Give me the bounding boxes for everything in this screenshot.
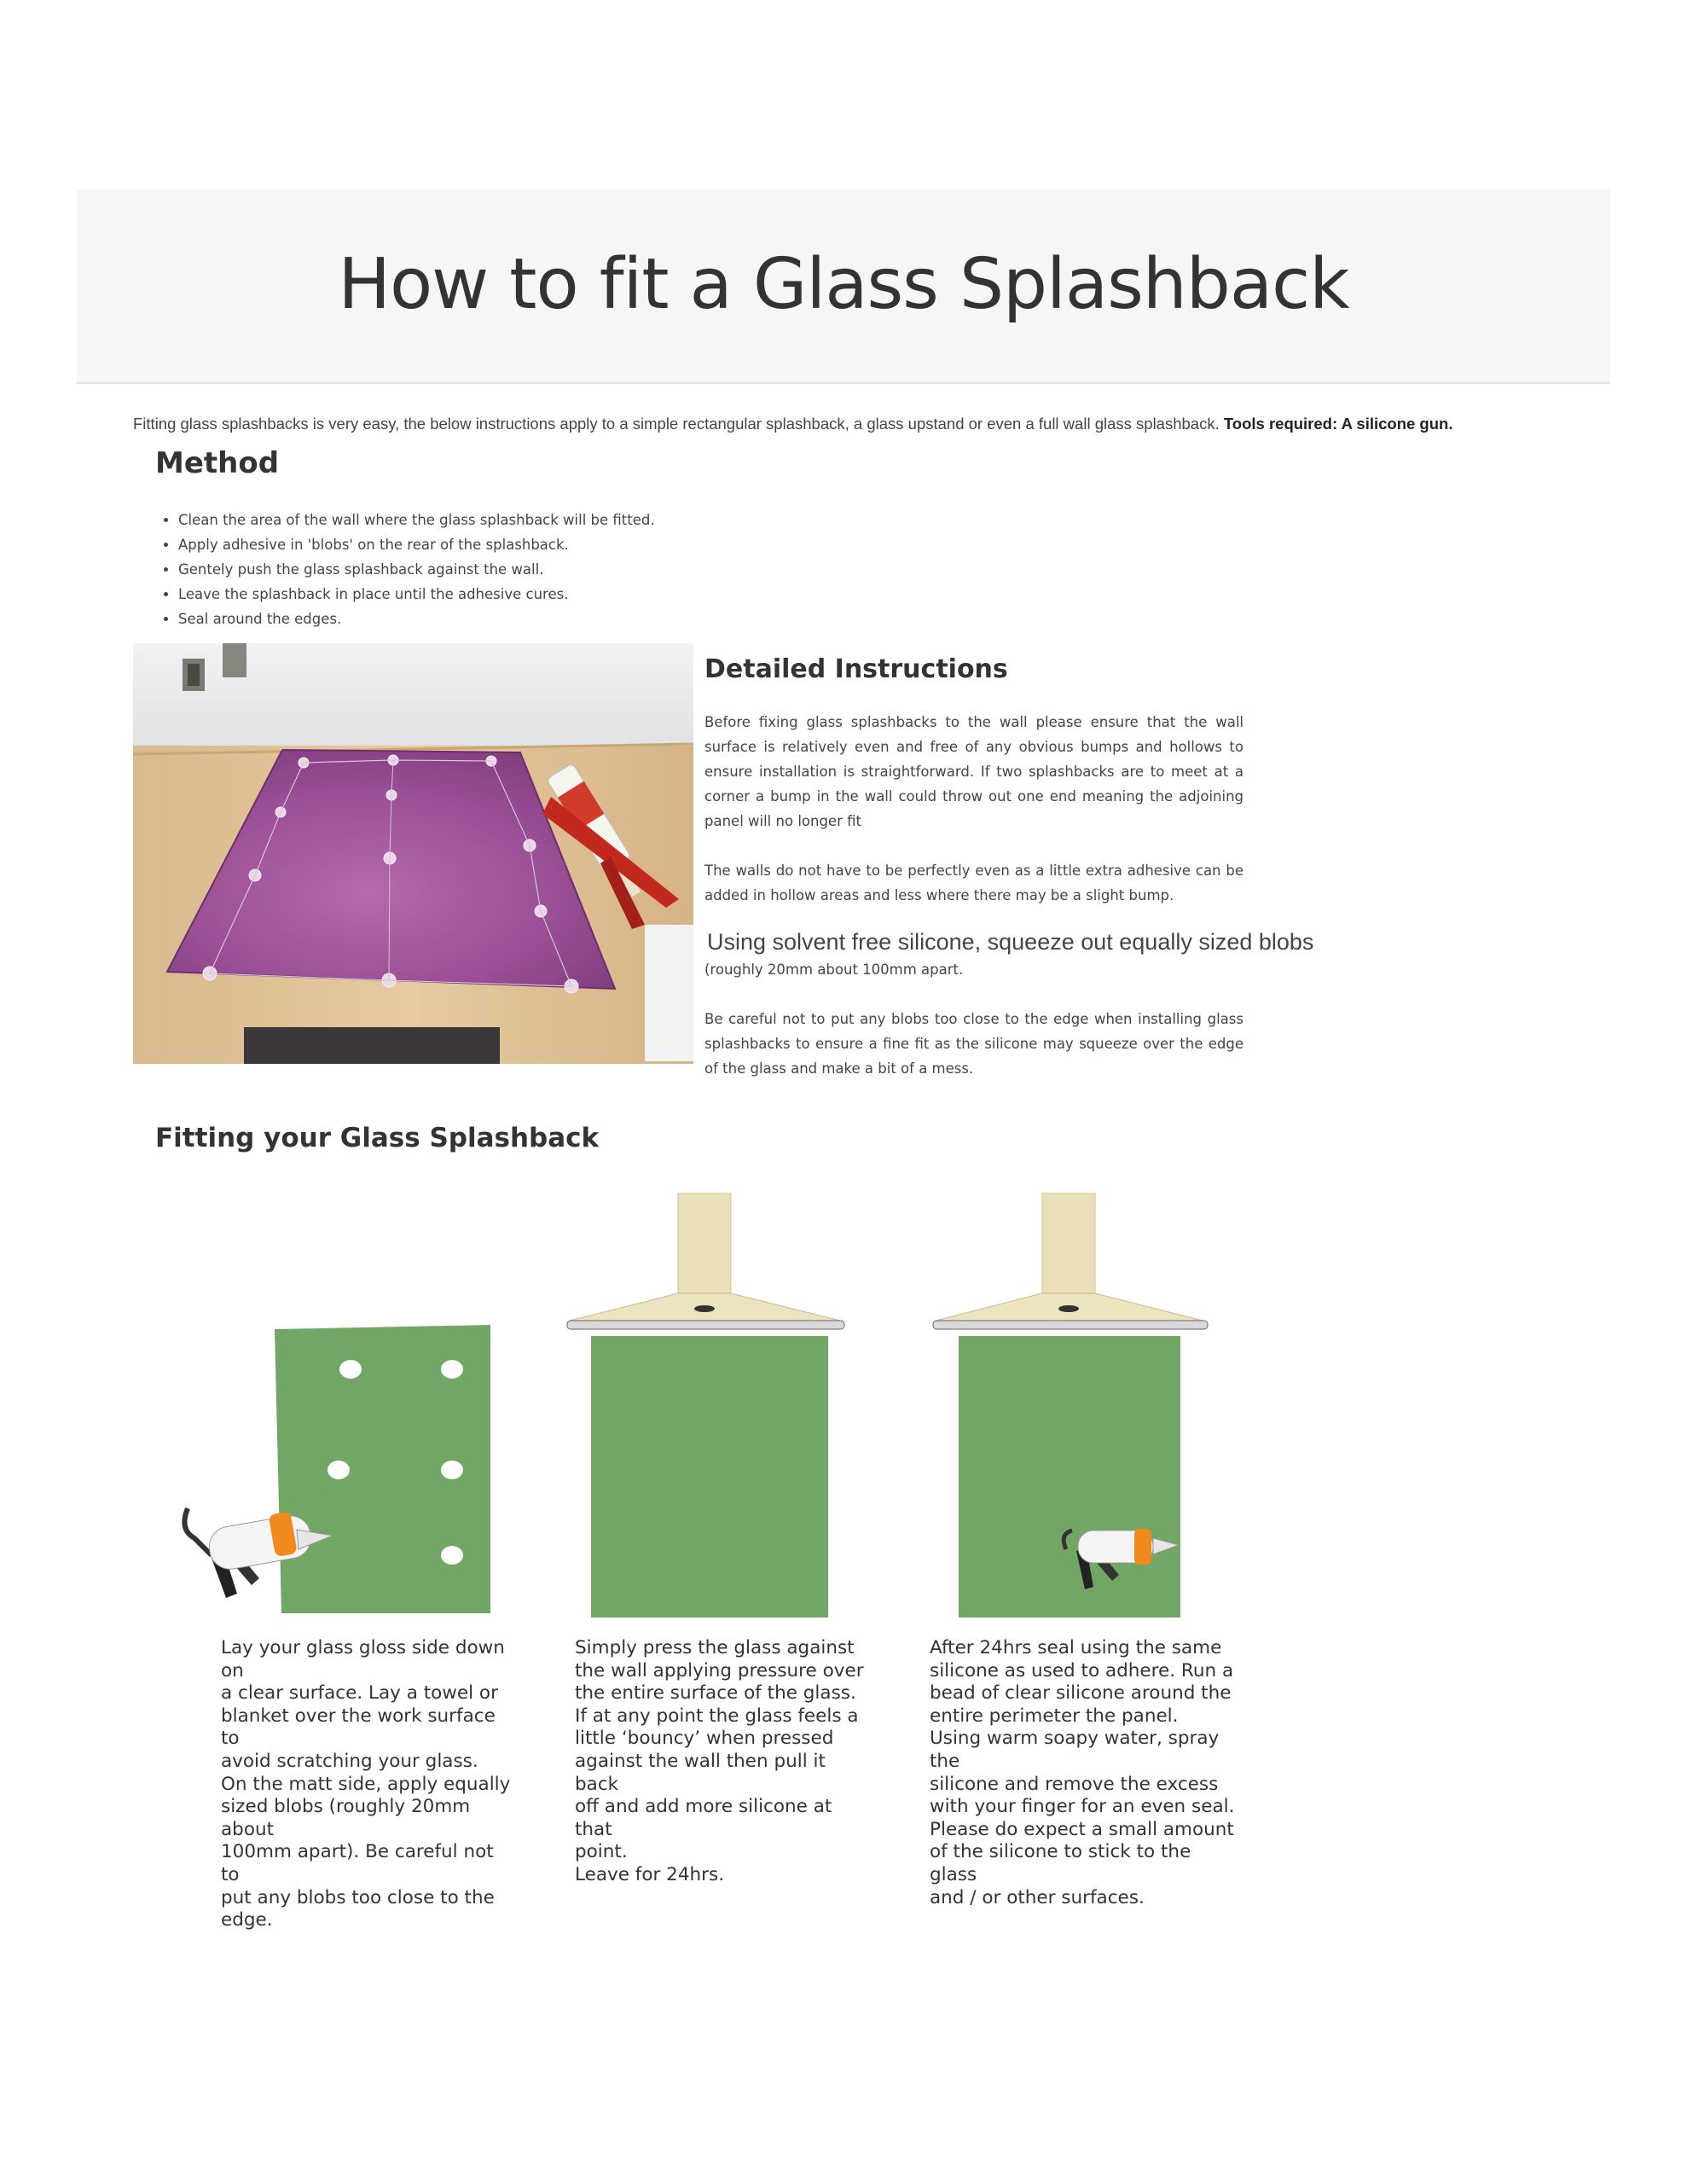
method-step: • Apply adhesive in 'blobs' on the rear of the splashback.	[178, 532, 655, 557]
silicone-instruction: Using solvent free silicone, squeeze out equally sized blobs	[707, 929, 1314, 955]
method-step: • Leave the splashback in place until the adhesive cures.	[178, 582, 655, 607]
cooker-hood-icon	[567, 1193, 844, 1329]
step-3-text: After 24hrs seal using the same silicone as used to adhere. Run a bead of clear silicone around the entire perimeter the panel. Using warm soapy water, spray the silicone and remove the excess with your finger for an even seal. Please do expect a small amount of the silicone to stick to the glass and / or other surfaces.	[930, 1637, 1235, 1908]
fitting-heading: Fitting your Glass Splashback	[155, 1123, 600, 1153]
title-banner	[77, 189, 1610, 384]
detail-paragraph-4: Be careful not to put any blobs too close to the edge when installing glass splashbacks to ensure a fine fit as the silicone may squeeze over the edge of the glass and make a bit of a mess.	[704, 1011, 1244, 1077]
step-1-illustration	[162, 1193, 503, 1628]
detail-paragraph-2: The walls do not have to be perfectly even as a little extra adhesive can be added in hollow areas and less where there may be a slight bump.	[704, 863, 1244, 903]
detail-paragraph-3: (roughly 20mm about 100mm apart.	[704, 961, 964, 978]
cooker-hood-icon	[933, 1193, 1208, 1329]
method-step: • Seal around the edges.	[178, 607, 655, 631]
detail-paragraph-1: Before fixing glass splashbacks to the wall please ensure that the wall surface is relatively even and free of any obvious bumps and hollows to ensure installation is straightforward. If two splashbacks are to meet at a corner a bump in the wall could throw out one end meaning the adjoining panel will no longer fit	[704, 714, 1244, 829]
step-1-text: Lay your glass gloss side down on a clear surface. Lay a towel or blanket over the work surface to avoid scratching your glass. On the matt side, apply equally sized blobs (roughly 20mm about 100mm apart). Be careful not to put any blobs too close to the edge.	[221, 1637, 511, 1931]
intro-text: Fitting glass splashbacks is very easy, the below instructions apply to a simple rectangular splashback, a glass upstand or even a full wall glass splashback.	[133, 415, 1224, 433]
method-step: • Gentely push the glass splashback against the wall.	[178, 557, 655, 582]
step-3-illustration	[931, 1193, 1238, 1628]
page-title: How to fit a Glass Splashback	[338, 244, 1349, 325]
step-2-text: Simply press the glass against the wall applying pressure over the entire surface of the glass. If at any point the glass feels a little ‘bouncy’ when pressed against the wall then pull it back off and add more silicone at that point. Leave for 24hrs.	[575, 1637, 864, 1885]
splashback-photo	[133, 643, 693, 1064]
intro-paragraph	[133, 413, 1634, 435]
tools-required: Tools required: A silicone gun.	[1223, 415, 1453, 433]
step-2-illustration	[563, 1193, 870, 1628]
method-heading: Method	[155, 446, 280, 480]
method-step: • Clean the area of the wall where the glass splashback will be fitted.	[178, 508, 655, 532]
detailed-instructions-heading: Detailed Instructions	[704, 654, 1008, 684]
purple-glass-illustration	[133, 643, 693, 1064]
method-list	[155, 508, 655, 631]
